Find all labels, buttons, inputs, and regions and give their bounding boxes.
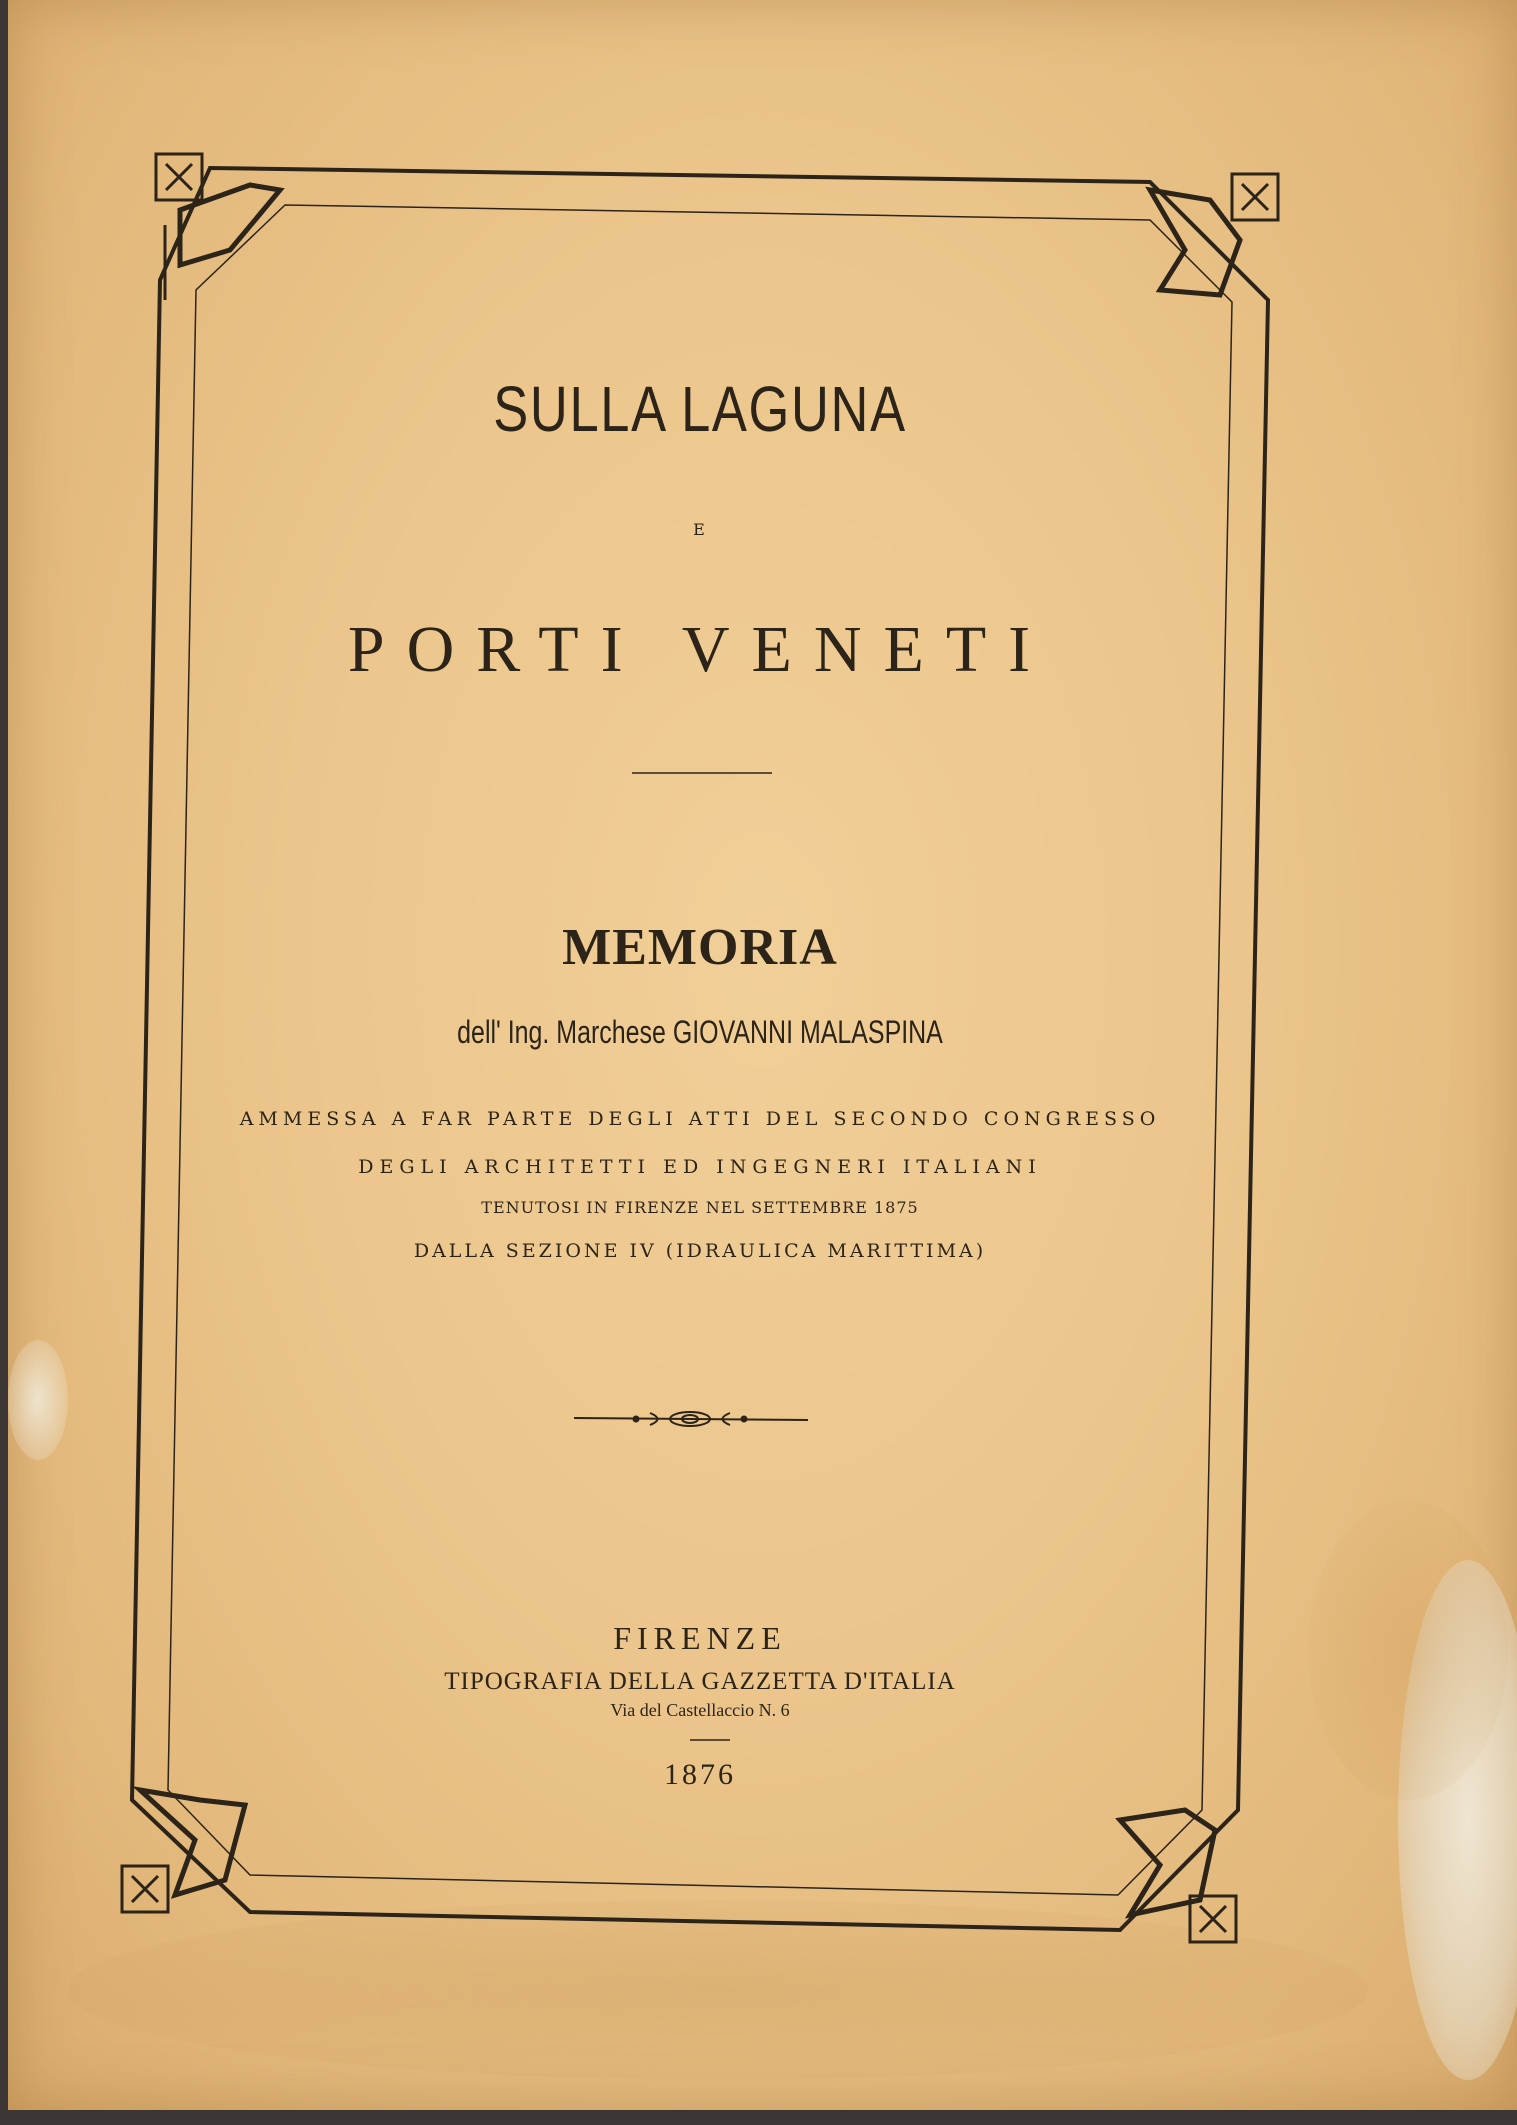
- title-line-1: SULLA LAGUNA: [493, 373, 907, 445]
- title-line-2: PORTI VENETI: [347, 613, 1053, 686]
- imprint-year: 1876: [664, 1758, 736, 1791]
- description-line-1: AMMESSA A FAR PARTE DEGLI ATTI DEL SECONDO CONGRESSO: [239, 1108, 1161, 1130]
- corner-ornament-top-right: [1150, 174, 1278, 295]
- memoria-heading: MEMORIA: [562, 919, 838, 976]
- description-line-3: TENUTOSI IN FIRENZE NEL SETTEMBRE 1875: [481, 1198, 919, 1217]
- imprint-address: Via del Castellaccio N. 6: [610, 1700, 790, 1720]
- imprint-printer: TIPOGRAFIA DELLA GAZZETTA D'ITALIA: [444, 1668, 956, 1695]
- author-line: dell' Ing. Marchese GIOVANNI MALASPINA: [457, 1014, 943, 1050]
- title-conjunction: E: [693, 520, 707, 539]
- flourish-divider: [574, 1412, 808, 1426]
- imprint-city: FIRENZE: [613, 1620, 787, 1656]
- description-line-4: DALLA SEZIONE IV (IDRAULICA MARITTIMA): [413, 1240, 987, 1262]
- description-line-2: DEGLI ARCHITETTI ED INGEGNERI ITALIANI: [358, 1156, 1042, 1178]
